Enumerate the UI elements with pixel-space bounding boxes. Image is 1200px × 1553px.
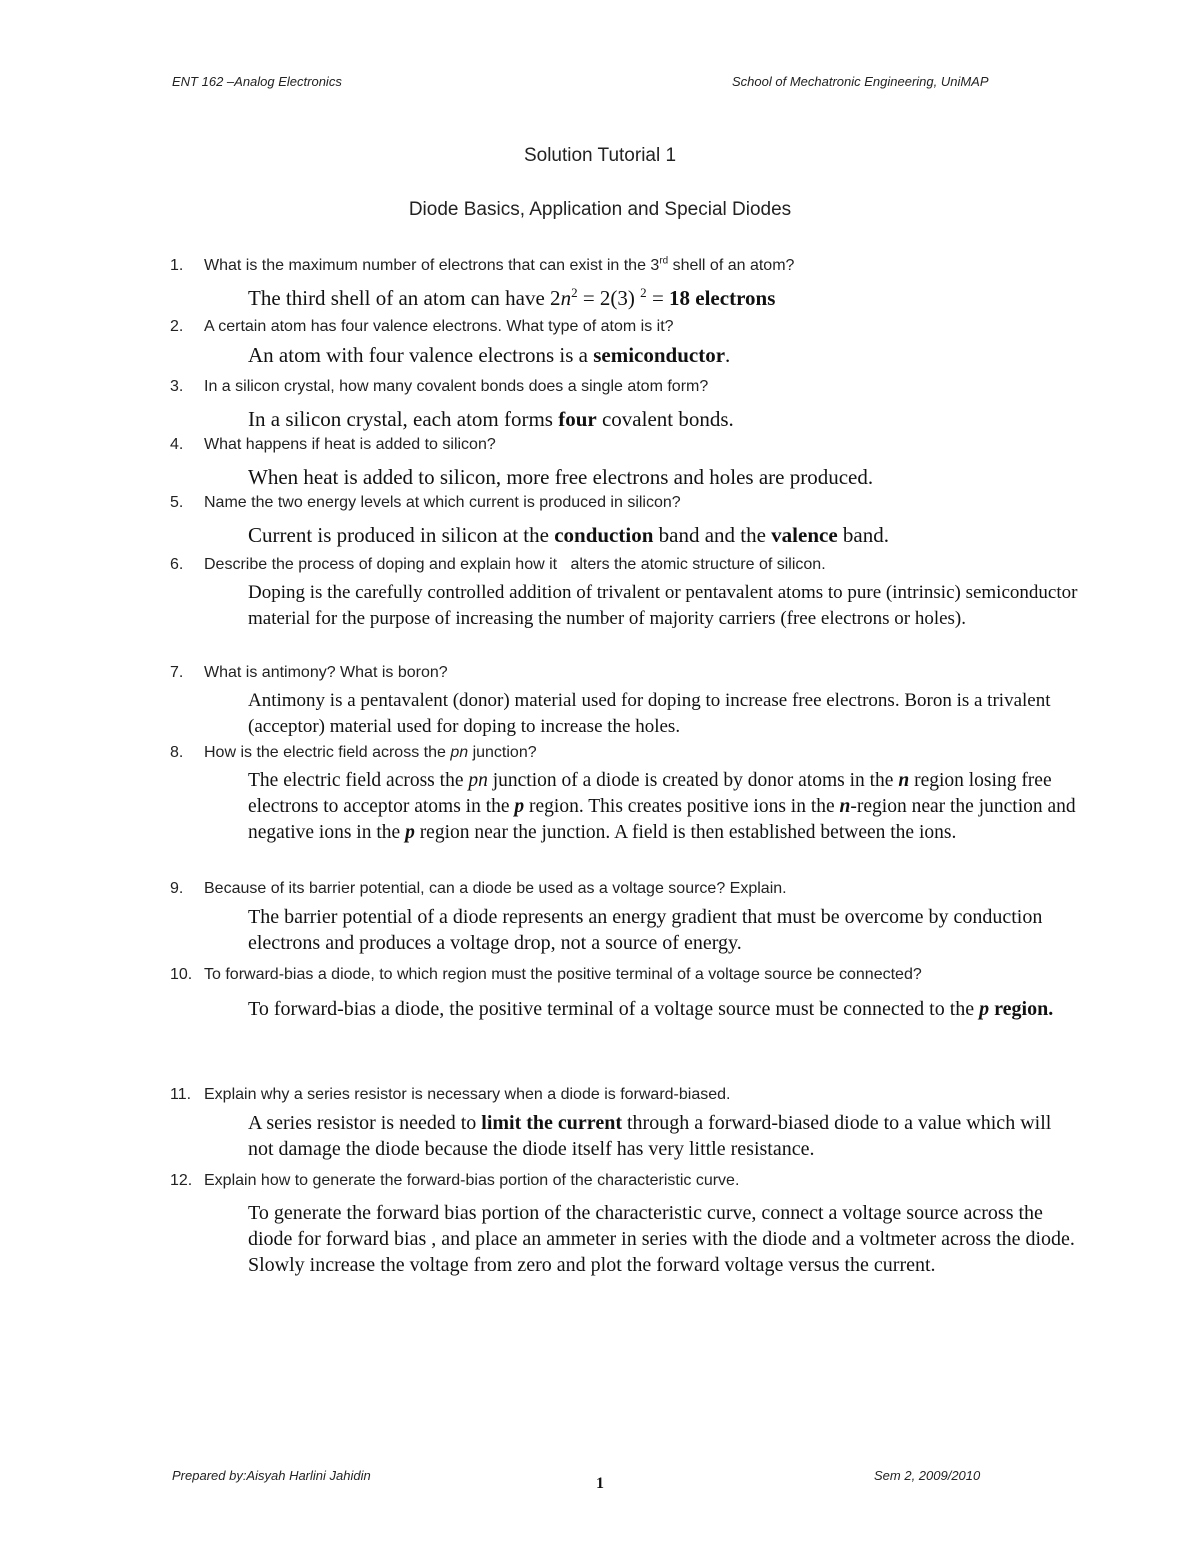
- qa-item-6: [170, 552, 1080, 638]
- qa-item-10: [170, 962, 1080, 1028]
- page-number: 1: [596, 1475, 604, 1492]
- question-11: 11. Explain why a series resistor is necessary when a diode is forward-biased.: [170, 1086, 731, 1103]
- qa-item-9: [170, 876, 1080, 962]
- qa-item-4: [170, 432, 1080, 496]
- qa-item-7: [170, 660, 1080, 746]
- qa-item-3: [170, 374, 1080, 438]
- answer-9: The barrier potential of a diode represents an energy gradient that must be overcome by conduction electrons and produces a voltage drop, not a source of energy.: [248, 906, 1043, 954]
- qa-item-11: [170, 1082, 1080, 1168]
- question-7: 7. What is antimony? What is boron?: [170, 664, 448, 681]
- header-course: ENT 162 –Analog Electronics: [172, 74, 342, 89]
- question-12: 12. Explain how to generate the forward-bias portion of the characteristic curve.: [170, 1172, 740, 1189]
- question-1: 1. What is the maximum number of electrons that can exist in the 3rd shell of an atom?: [170, 255, 795, 274]
- document-title: Solution Tutorial 1: [523, 145, 677, 166]
- qa-item-2: [170, 314, 1080, 374]
- answer-2: An atom with four valence electrons is a semiconductor.: [248, 343, 731, 367]
- question-6: 6. Describe the process of doping and explain how it alters the atomic structure of silicon.: [170, 556, 826, 573]
- question-10: 10. To forward-bias a diode, to which region must the positive terminal of a voltage source be connected?: [170, 966, 922, 983]
- question-9: 9. Because of its barrier potential, can a diode be used as a voltage source? Explain.: [170, 880, 787, 897]
- question-3: 3. In a silicon crystal, how many covalent bonds does a single atom form?: [170, 378, 709, 395]
- qa-item-5: [170, 490, 1080, 554]
- question-5: 5. Name the two energy levels at which current is produced in silicon?: [170, 494, 681, 511]
- answer-5: Current is produced in silicon at the conduction band and the valence band.: [248, 523, 889, 547]
- question-2: 2. A certain atom has four valence electrons. What type of atom is it?: [170, 318, 674, 335]
- answer-4: When heat is added to silicon, more free electrons and holes are produced.: [248, 465, 874, 489]
- qa-item-8: [170, 740, 1080, 852]
- qa-item-12: [170, 1168, 1080, 1284]
- answer-10: To forward-bias a diode, the positive terminal of a voltage source must be connected to the p region.: [248, 998, 1054, 1020]
- answer-3: In a silicon crystal, each atom forms four covalent bonds.: [248, 407, 734, 431]
- answer-6: Doping is the carefully controlled addition of trivalent or pentavalent atoms to pure (intrinsic) semiconductor material for the purpose of increasing the number of majority carriers (free electrons or holes).: [248, 582, 1078, 629]
- answer-7: Antimony is a pentavalent (donor) material used for doping to increase free electrons. Boron is a trivalent (acceptor) material used for doping to increase the holes.: [248, 690, 1051, 737]
- answer-8: The electric field across the pn junction of a diode is created by donor atoms in the n region losing free electrons to acceptor atoms in the p region. This creates positive ions in the n-region near the junction and negative ions in the p region near the junction. A field is then established between the ions.: [248, 770, 1076, 843]
- question-4: 4. What happens if heat is added to silicon?: [170, 436, 496, 453]
- answer-12: To generate the forward bias portion of the characteristic curve, connect a voltage source across the diode for forward bias , and place an ammeter in series with the diode and a voltmeter across the diode. Slowly increase the voltage from zero and plot the forward voltage versus the current.: [248, 1202, 1075, 1276]
- question-8: 8. How is the electric field across the pn junction?: [170, 744, 537, 761]
- answer-11: A series resistor is needed to limit the current through a forward-biased diode to a value which will not damage the diode because the diode itself has very little resistance.: [248, 1112, 1052, 1160]
- footer-semester: Sem 2, 2009/2010: [874, 1468, 981, 1483]
- qa-item-1: [170, 253, 1080, 317]
- header-school: School of Mechatronic Engineering, UniMAP: [732, 74, 989, 89]
- answer-1: The third shell of an atom can have $2n^2 = 2(3) ^2 = 18$ electrons: [248, 285, 776, 310]
- footer-author: Prepared by:Aisyah Harlini Jahidin: [172, 1468, 371, 1483]
- document-subtitle: Diode Basics, Application and Special Diodes: [408, 199, 792, 220]
